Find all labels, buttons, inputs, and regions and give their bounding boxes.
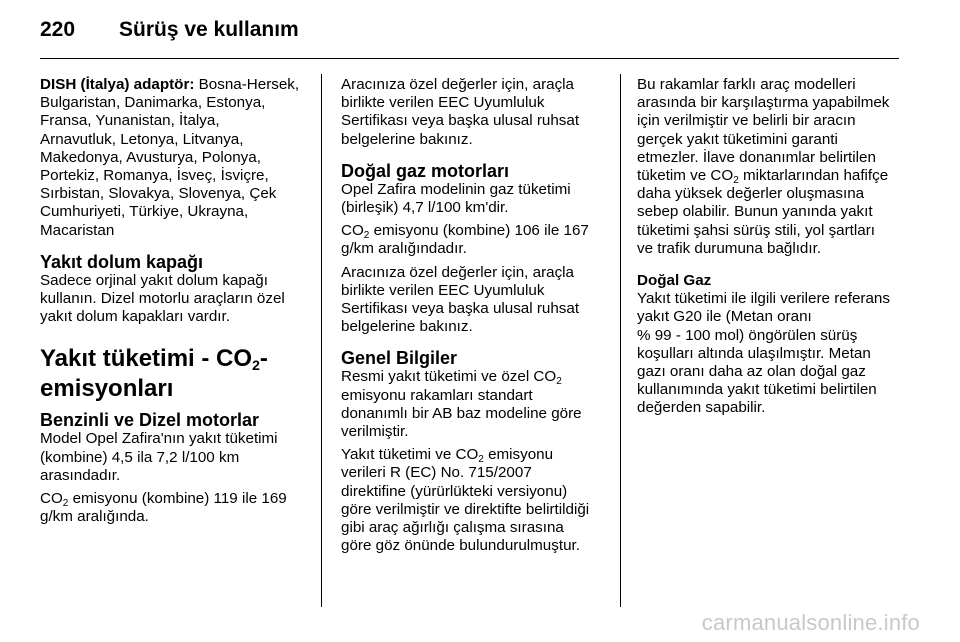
section-title: Sürüş ve kullanım <box>119 18 299 41</box>
watermark: carmanualsonline.info <box>701 610 920 635</box>
column-3 <box>637 76 909 423</box>
column-2 <box>341 76 613 560</box>
eec-paragraph: Aracınıza özel değerler için, araçla birlikte verilen EEC Uyumluluk Sertifikası veya başka ulusal ruhsat belgelerine bakınız. <box>341 76 580 148</box>
natural-gas-reference-paragraph: Yakıt tüketimi ile ilgili verilere referans yakıt G20 ile (Metan oranı % 99 - 100 mol) öngörülen sürüş koşulları altında ulaşılmıştır. Metan gazı oranı daha az olan doğal gaz kullanımında yakıt tüketimi belirtilen değerden sapabilir. <box>637 290 890 417</box>
comparison-paragraph: Bu rakamlar farklı araç modelleri arasında bir karşılaştırma yapabilmek için verilmiştir ve belirli bir aracın gerçek yakıt tüketimini garanti etmezler. İlave donanımlar belirtilen tüketim ve $CO_2$ miktarlarından hafifçe daha yüksek değerler oluşmasına sebep olabilir. Bunun yanında yakıt tüketimi şahsi sürüş stili, yol şartları ve trafik durumuna bağlıdır. <box>637 76 890 257</box>
dish-label: DISH (İtalya) adaptör: <box>40 76 195 93</box>
regulation-paragraph: Yakıt tüketimi ve $CO_2$ emisyonu verileri R (EC) No. 715/2007 direktifine (yürürlükteki versiyonu) göre verilmiştir ve direktifte belirtildiği gibi araç ağırlığı çalışma sırasına göre göz önünde bulundurulmuştur. <box>341 446 590 555</box>
natural-gas-paragraph: Opel Zafira modelinin gaz tüketimi (birleşik) 4,7 l/100 km'dir. <box>341 180 571 217</box>
general-info-heading: Genel Bilgiler <box>341 348 458 369</box>
column-1 <box>40 76 312 531</box>
fuel-flap-heading: Yakıt dolum kapağı <box>40 251 204 272</box>
column-divider-1 <box>321 74 322 607</box>
natural-gas-engines-heading: Doğal gaz motorları <box>341 160 510 181</box>
petrol-diesel-paragraph: Model Opel Zafira'nın yakıt tüketimi (kombine) 4,5 ila 7,2 l/100 km arasındadır. <box>40 430 278 484</box>
page-number: 220 <box>40 18 76 41</box>
header-rule <box>40 58 899 59</box>
natural-gas-heading: Doğal Gaz <box>637 272 712 290</box>
page-header <box>40 18 920 48</box>
petrol-diesel-heading: Benzinli ve Dizel motorlar <box>40 410 260 431</box>
dish-paragraph: DISH (İtalya) adaptör: Bosna-Hersek, Bulgaristan, Danimarka, Estonya, Fransa, Yunanistan, İtalya, Arnavutluk, Letonya, Litvanya, Makedonya, Avusturya, Polonya, Portekiz, Romanya, İsveç, İsviçre, Sırbistan, Slovakya, Slovenya, Çek Cumhuriyeti, Türkiye, Ukrayna, Macaristan <box>40 76 300 239</box>
eec-paragraph-2: Aracınıza özel değerler için, araçla birlikte verilen EEC Uyumluluk Sertifikası veya başka ulusal ruhsat belgelerine bakınız. <box>341 263 580 336</box>
fuel-flap-paragraph: Sadece orjinal yakıt dolum kapağı kullanın. Dizel motorlu araçların özel yakıt dolum kapakları vardır. <box>40 271 285 326</box>
column-divider-2 <box>620 74 621 607</box>
general-info-paragraph: Resmi yakıt tüketimi ve özel $CO_2$ emisyonu rakamları standart donanımlı bir AB baz modeline göre verilmiştir. <box>341 368 582 441</box>
co2-gas-paragraph: $CO_2$ emisyonu (kombine) 106 ile 167 g/km aralığındadır. <box>341 222 589 258</box>
main-heading: Yakıt tüketimi - $CO_2-$ emisyonları <box>40 345 268 403</box>
co2-paragraph: $CO_2$ emisyonu (kombine) 119 ile 169 g/km aralığında. <box>40 490 287 526</box>
